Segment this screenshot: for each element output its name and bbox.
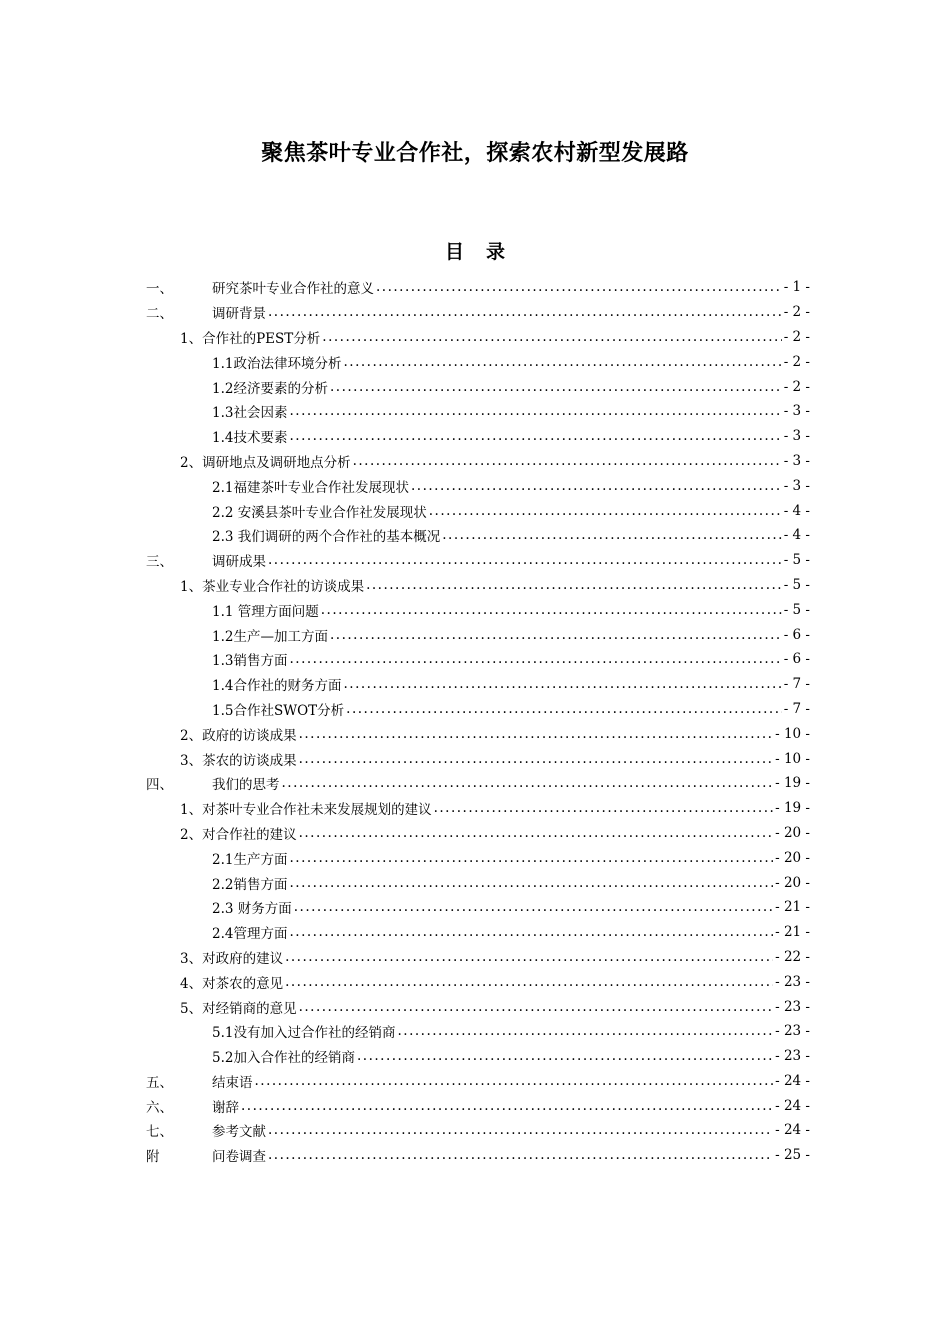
toc-entry-page: - 23 - [775,998,810,1015]
toc-entry-number: 附 [146,1149,160,1166]
toc-entry-page: - 4 - [783,502,810,519]
toc-entry[interactable] [146,399,810,424]
toc-entry[interactable] [146,1118,810,1143]
toc-entry[interactable] [146,424,810,449]
toc-entry[interactable] [146,647,810,672]
toc-entry-text: 2.1生产方面 [212,851,288,868]
toc-leader-dots [343,676,781,692]
toc-entry-text: 2、对合作社的建议 [180,826,297,843]
toc-leader-dots [268,304,782,320]
toc-entry-text: 2.2 安溪县茶叶专业合作社发展现状 [212,504,427,521]
toc-entry-text: 1、茶业专业合作社的访谈成果 [180,578,365,595]
toc-entry[interactable] [146,275,810,300]
toc-entry-text: 结束语 [212,1074,253,1091]
toc-heading: 目录 [444,241,527,263]
toc-entry[interactable] [146,721,810,746]
toc-leader-dots [429,503,782,519]
toc-leader-dots [366,577,782,593]
toc-entry-page: - 25 - [775,1147,810,1164]
toc-entry-text: 5、对经销商的意见 [180,1000,297,1017]
toc-entry-page: - 7 - [783,676,810,693]
toc-entry-number: 三、 [146,554,173,571]
toc-entry-page: - 22 - [775,948,810,965]
toc-leader-dots [299,751,774,767]
toc-leader-dots [289,850,773,866]
toc-entry[interactable] [146,498,810,523]
toc-leader-dots [282,775,774,791]
toc-leader-dots [285,949,773,965]
toc-entry-text: 1.4技术要素 [212,430,288,447]
toc-entry[interactable] [146,1069,810,1094]
toc-entry-text: 调研背景 [212,306,266,323]
toc-entry[interactable] [146,845,810,870]
table-of-contents [146,275,810,1168]
toc-leader-dots [411,478,782,494]
toc-entry-text: 2.4管理方面 [212,926,288,943]
toc-entry-page: - 24 - [775,1072,810,1089]
toc-leader-dots [289,875,773,891]
document-title: 聚焦茶叶专业合作社，探索农村新型发展路 [261,141,689,166]
toc-entry-text: 2.3 财务方面 [212,901,292,918]
toc-entry-page: - 3 - [783,477,810,494]
toc-entry[interactable] [146,300,810,325]
toc-entry-page: - 10 - [775,750,810,767]
toc-entry-page: - 1 - [783,279,810,296]
toc-entry-text: 研究茶叶专业合作社的意义 [212,281,374,298]
toc-leader-dots [255,1073,774,1089]
toc-entry-text: 问卷调查 [212,1149,266,1166]
toc-entry-text: 5.2加入合作社的经销商 [212,1050,355,1067]
toc-entry-text: 3、茶农的访谈成果 [180,752,297,769]
toc-leader-dots [322,329,781,345]
toc-entry-page: - 23 - [775,1023,810,1040]
toc-leader-dots [376,279,782,295]
toc-entry[interactable] [146,870,810,895]
toc-entry-page: - 19 - [775,775,810,792]
toc-entry-text: 3、对政府的建议 [180,950,284,967]
toc-entry-text: 1.3社会因素 [212,405,288,422]
toc-entry-page: - 2 - [783,328,810,345]
toc-leader-dots [299,825,774,841]
toc-leader-dots [397,1023,773,1039]
toc-entry[interactable] [146,523,810,548]
toc-leader-dots [330,379,782,395]
toc-leader-dots [294,899,773,915]
toc-leader-dots [442,527,781,543]
toc-entry[interactable] [146,349,810,374]
toc-entry[interactable] [146,1143,810,1168]
toc-entry-number: 二、 [146,306,173,323]
toc-entry-text: 1.4合作社的财务方面 [212,678,342,695]
toc-entry-number: 七、 [146,1124,173,1141]
toc-entry[interactable] [146,449,810,474]
toc-entry-text: 2.1福建茶叶专业合作社发展现状 [212,479,409,496]
toc-entry-page: - 2 - [783,304,810,321]
toc-entry[interactable] [146,1019,810,1044]
toc-entry-page: - 20 - [775,874,810,891]
toc-entry-page: - 5 - [783,576,810,593]
toc-entry[interactable] [146,746,810,771]
toc-entry-number: 六、 [146,1099,173,1116]
toc-entry[interactable] [146,325,810,350]
toc-entry-text: 调研成果 [212,554,266,571]
toc-entry-number: 五、 [146,1074,173,1091]
toc-entry-page: - 3 - [783,403,810,420]
toc-entry-text: 2、政府的访谈成果 [180,727,297,744]
toc-entry[interactable] [146,697,810,722]
toc-leader-dots [289,924,773,940]
toc-entry[interactable] [146,994,810,1019]
toc-entry-text: 1、合作社的PEST分析 [180,330,321,347]
toc-entry-text: 谢辞 [212,1099,239,1116]
toc-entry-page: - 3 - [783,452,810,469]
toc-entry[interactable] [146,920,810,945]
toc-leader-dots [330,627,782,643]
toc-entry-text: 1.1政治法律环境分析 [212,355,342,372]
toc-entry-text: 1.2生产—加工方面 [212,628,328,645]
toc-entry-page: - 5 - [783,601,810,618]
toc-leader-dots [299,999,774,1015]
toc-entry[interactable] [146,895,810,920]
toc-entry-page: - 20 - [775,824,810,841]
toc-entry-page: - 6 - [783,651,810,668]
toc-entry[interactable] [146,945,810,970]
toc-entry[interactable] [146,796,810,821]
toc-entry[interactable] [146,548,810,573]
toc-entry[interactable] [146,969,810,994]
toc-entry[interactable] [146,573,810,598]
toc-entry-text: 2、调研地点及调研地点分析 [180,454,351,471]
toc-entry-text: 2.2销售方面 [212,876,288,893]
toc-entry-text: 5.1没有加入过合作社的经销商 [212,1025,396,1042]
toc-entry-number: 四、 [146,777,173,794]
toc-entry-text: 我们的思考 [212,777,280,794]
toc-entry[interactable] [146,1093,810,1118]
toc-leader-dots [285,974,773,990]
toc-entry[interactable] [146,771,810,796]
toc-entry-page: - 21 - [775,924,810,941]
toc-entry-text: 2.3 我们调研的两个合作社的基本概况 [212,529,441,546]
toc-entry-page: - 24 - [775,1122,810,1139]
toc-entry-text: 1.2经济要素的分析 [212,380,328,397]
toc-leader-dots [268,552,782,568]
toc-leader-dots [268,1147,773,1163]
toc-entry-text: 4、对茶农的意见 [180,975,284,992]
toc-entry-page: - 19 - [775,800,810,817]
toc-leader-dots [346,701,782,717]
toc-entry[interactable] [146,597,810,622]
toc-entry-page: - 24 - [775,1097,810,1114]
toc-entry[interactable] [146,672,810,697]
toc-entry[interactable] [146,821,810,846]
toc-leader-dots [289,428,781,444]
toc-entry-page: - 23 - [775,1048,810,1065]
toc-leader-dots [289,651,781,667]
toc-entry-page: - 2 - [783,378,810,395]
toc-entry-page: - 2 - [783,353,810,370]
toc-leader-dots [268,1122,773,1138]
toc-leader-dots [353,453,782,469]
toc-entry-page: - 7 - [783,700,810,717]
toc-leader-dots [434,800,774,816]
toc-entry-page: - 4 - [783,527,810,544]
toc-leader-dots [357,1048,773,1064]
toc-entry-text: 1.1 管理方面问题 [212,603,319,620]
toc-leader-dots [241,1098,773,1114]
toc-entry-text: 1、对茶叶专业合作社未来发展规划的建议 [180,802,432,819]
toc-entry-text: 1.5合作社SWOT分析 [212,702,345,719]
toc-entry[interactable] [146,473,810,498]
toc-entry-page: - 10 - [775,725,810,742]
toc-entry-page: - 6 - [783,626,810,643]
toc-entry-page: - 23 - [775,973,810,990]
toc-entry[interactable] [146,622,810,647]
toc-leader-dots [343,354,781,370]
toc-leader-dots [299,726,774,742]
toc-entry-text: 参考文献 [212,1124,266,1141]
toc-entry-page: - 5 - [783,552,810,569]
toc-entry[interactable] [146,374,810,399]
toc-entry-number: 一、 [146,281,173,298]
toc-entry-text: 1.3销售方面 [212,653,288,670]
toc-entry-page: - 21 - [775,899,810,916]
toc-leader-dots [321,602,782,618]
toc-entry-page: - 3 - [783,428,810,445]
toc-leader-dots [289,403,781,419]
toc-entry[interactable] [146,1044,810,1069]
toc-entry-page: - 20 - [775,849,810,866]
